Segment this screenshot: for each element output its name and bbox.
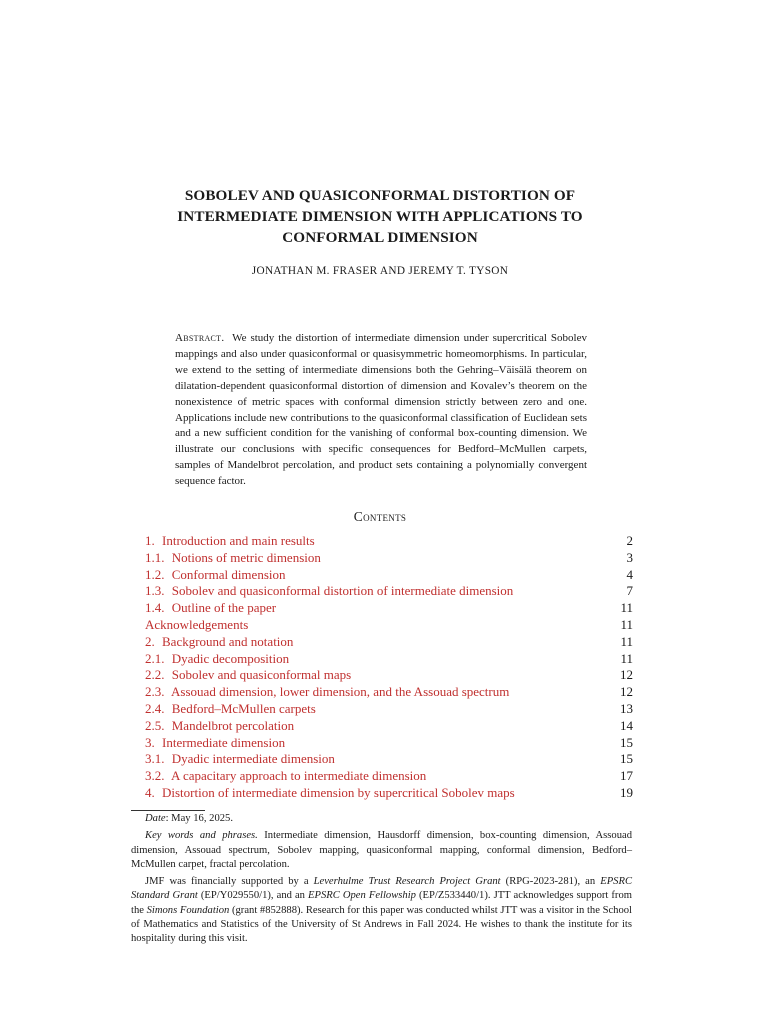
abstract-label: Abstract. [175,332,225,344]
grant-name: Simons Foundation [146,904,230,916]
toc-link[interactable] [145,651,289,668]
toc-entry[interactable] [145,567,633,584]
toc-link[interactable] [145,751,335,768]
funding-text: (EP/Y029550/1), and an [197,890,309,902]
toc-page-number: 2 [626,533,633,548]
toc-section-title: Intermediate dimension [162,734,286,750]
toc-section-title: Conformal dimension [171,566,286,582]
toc-link[interactable] [145,583,513,600]
toc-page-number: 4 [626,566,633,582]
toc-section-number: 4. [145,784,155,800]
date-label: Date [145,813,166,824]
keywords-text: Intermediate dimension, Hausdorff dimension, box-counting dimension, Assouad dimension, Assouad spectrum, Sobolev mapping, quasiconformal mapping, conformal dimension, Bedford–McMullen carpet, fractal percolation. [131,830,632,870]
funding-text: (RPG-2023-281), an [500,876,601,888]
toc-page-number: 3 [626,549,633,565]
toc-section-title: Introduction and main results [162,533,315,548]
toc-entry[interactable] [145,701,633,718]
toc-link[interactable] [145,785,515,802]
toc-page-number: 13 [620,700,633,716]
toc-entry[interactable] [145,550,633,567]
grant-name: EPSRC Standard Grant [131,876,633,902]
toc-section-number: 1.4. [145,600,165,616]
toc-section-title: Mandelbrot percolation [171,717,295,733]
toc-section-number: 3. [145,734,155,750]
toc-entry[interactable] [145,751,633,768]
toc-section-title: A capacitary approach to intermediate dimension [171,768,427,784]
toc-page-number: 11 [620,600,633,616]
toc-section-number: 2.4. [145,700,165,716]
paper-title [130,185,630,248]
toc-section-number: 1.2. [145,566,165,582]
toc-section-title: Sobolev and quasiconformal maps [171,667,352,683]
toc-entry[interactable] [145,651,633,668]
toc-section-title: Background and notation [162,633,294,649]
toc-link[interactable] [145,600,276,617]
toc-section-number: 1. [145,533,155,548]
toc-page-number: 19 [620,784,633,800]
toc-section-number: 2. [145,633,155,649]
grant-name: Leverhulme Trust Research Project Grant [313,876,501,888]
toc-page-number: 12 [620,667,633,683]
toc-entry[interactable] [145,533,633,550]
toc-link[interactable] [145,684,509,701]
toc-link[interactable] [145,533,315,550]
toc-entry[interactable] [145,667,633,684]
toc-link[interactable] [145,768,426,785]
toc-page-number: 15 [620,734,633,750]
funding-footnote [131,875,632,946]
keywords-label: Key words and phrases. [145,830,258,842]
grant-name: EPSRC Open Fellowship [308,890,416,902]
toc-link[interactable] [145,735,285,752]
toc-section-title: Dyadic decomposition [171,650,290,666]
footnotes [131,812,632,947]
date-footnote [131,812,632,826]
footnote-rule [131,810,205,811]
toc-section-title: Acknowledgements [145,616,249,632]
title-line: INTERMEDIATE DIMENSION WITH APPLICATIONS TO [177,208,583,225]
toc-link[interactable] [145,701,316,718]
toc-entry[interactable] [145,768,633,785]
abstract [175,331,587,490]
toc-page-number: 11 [620,650,633,666]
toc-page-number: 11 [620,633,633,649]
toc-entry[interactable] [145,684,633,701]
toc-entry[interactable] [145,600,633,617]
author-list: JONATHAN M. FRASER AND JEREMY T. TYSON [251,265,509,277]
toc-section-number: 3.2. [145,768,165,784]
toc-link[interactable] [145,718,294,735]
toc-page-number: 17 [620,768,633,784]
toc-entry[interactable] [145,718,633,735]
toc-section-number: 3.1. [145,751,165,767]
toc-link[interactable] [145,617,248,634]
toc-entry[interactable] [145,785,633,802]
toc-section-title: Outline of the paper [171,600,277,616]
table-of-contents [145,533,633,802]
toc-page-number: 15 [620,751,633,767]
abstract-text: We study the distortion of intermediate dimension under supercritical Sobolev mappings and also under quasiconformal or quasisymmetric homeomorphisms. In particular, we extend to the setting of intermediate dimensions both the Gehring–Väisälä theorem on dilatation-dependent quasiconformal distortion of dimension and Kovalev’s theorem on the nonexistence of metric spaces with conformal dimension strictly between zero and one. Applications include new contributions to the quasiconformal classification of Euclidean sets and a new sufficient condition for the vanishing of conformal box-counting dimension. We illustrate our conclusions with specific consequences for Bedford–McMullen carpets, samples of Mandelbrot percolation, and product sets containing a polynomially convergent sequence factor. [175,332,587,488]
toc-section-title: Notions of metric dimension [171,549,321,565]
toc-link[interactable] [145,634,293,651]
funding-text: (grant #852888). Research for this paper was conducted whilst JTT was a visitor in the School of Mathematics and Statistics of the University of St Andrews in Fall 2024. He wishes to thank the institute for its hospitality during this visit. [131,904,632,945]
toc-section-number: 2.5. [145,717,165,733]
toc-link[interactable] [145,550,321,567]
toc-page-number: 7 [626,583,633,599]
toc-entry[interactable] [145,617,633,634]
toc-section-title: Bedford–McMullen carpets [171,700,316,716]
toc-section-number: 2.2. [145,667,165,683]
toc-section-number: 2.3. [145,684,165,700]
title-line: CONFORMAL DIMENSION [282,229,478,246]
toc-page-number: 14 [620,717,633,733]
toc-section-title: Assouad dimension, lower dimension, and the Assouad spectrum [171,684,510,700]
date-text: : May 16, 2025. [165,813,233,824]
toc-entry[interactable] [145,583,633,600]
toc-section-title: Sobolev and quasiconformal distortion of intermediate dimension [171,583,514,599]
toc-page-number: 12 [620,684,633,700]
toc-link[interactable] [145,567,286,584]
toc-entry[interactable] [145,634,633,651]
funding-text: (EP/Z533440/1). JTT acknowledges support from the [131,890,632,916]
contents-heading: Contents [353,509,407,524]
toc-section-number: 1.1. [145,549,165,565]
toc-page-number: 11 [620,616,633,632]
funding-text: JMF was financially supported by a [145,876,314,888]
toc-section-number: 2.1. [145,650,165,666]
toc-link[interactable] [145,667,351,684]
toc-section-title: Distortion of intermediate dimension by supercritical Sobolev maps [162,784,515,800]
keywords-footnote [131,829,632,872]
title-line: SOBOLEV AND QUASICONFORMAL DISTORTION OF [184,187,576,204]
toc-section-number: 1.3. [145,583,165,599]
toc-entry[interactable] [145,735,633,752]
toc-section-title: Dyadic intermediate dimension [171,751,335,767]
